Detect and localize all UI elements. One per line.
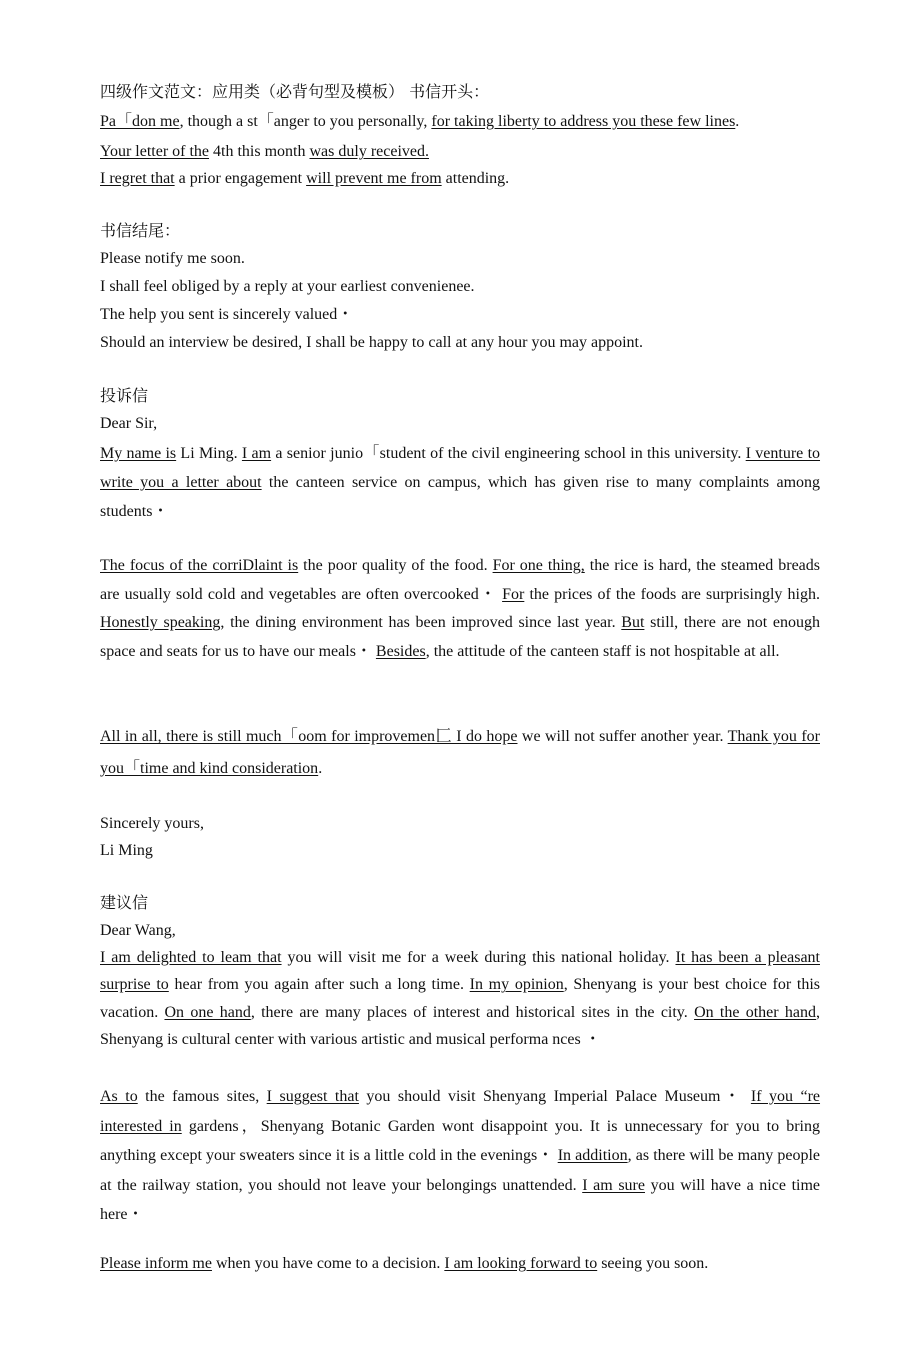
text-segment: I shall feel obliged by a reply at your earliest convenienee. <box>100 278 475 295</box>
paragraph <box>100 1250 820 1278</box>
underlined-phrase: I am sure <box>582 1176 645 1194</box>
signature: Li Ming <box>100 842 153 859</box>
text-segment: , Shenyang is your best choice for this vacation. <box>100 976 820 1021</box>
underlined-phrase: Thank you for you「time and kind consideration <box>100 728 820 777</box>
text-segment: when you have come to a decision. <box>211 1255 445 1272</box>
text-segment: the rice is hard, the steamed breads are usually sold cold and vegetables are often overcooked・ <box>100 557 820 603</box>
underlined-phrase: for taking liberty to address you these few lines <box>431 113 736 130</box>
sentence-line <box>100 301 820 329</box>
page-title: 四级作文范文：应用类（必背句型及模板） 书信开头： <box>100 82 490 101</box>
sentence-line <box>100 108 820 138</box>
text-segment: , as there will be many people at the railway station, you should not leave your belongings unattended. <box>100 1147 820 1194</box>
text-segment: . <box>735 113 740 130</box>
text-segment: the famous sites, <box>137 1088 267 1105</box>
underlined-phrase: Your letter of the <box>100 143 210 160</box>
text-segment: , the attitude of the canteen staff is not hospitable at all. <box>425 643 780 661</box>
text-segment: still, there are not enough space and seats for us to have our meals・ <box>100 614 820 661</box>
underlined-phrase: For one thing, <box>492 557 585 574</box>
underlined-phrase: In my opinion <box>469 976 564 994</box>
text-segment: , Shenyang is cultural center with various artistic and musical performa nces ・ <box>100 1003 821 1049</box>
underlined-phrase: I am delighted to leam that <box>100 949 282 966</box>
underlined-phrase: I regret that <box>100 170 175 187</box>
greeting: Dear Sir, <box>100 415 158 432</box>
text-segment: Please notify me soon. <box>100 250 245 267</box>
underlined-phrase: My name is <box>100 445 177 462</box>
text-segment: gardens，Shenyang Botanic Garden wont disappoint you. It is unnecessary for you to bring anything except your sweaters since it is a little cold in the evenings・ <box>100 1117 820 1164</box>
sentence-line <box>100 245 820 273</box>
text-segment: Should an interview be desired, I shall be happy to call at any hour you may appoint. <box>100 334 643 351</box>
text-segment: Li Ming. <box>176 445 242 462</box>
text-segment: the prices of the foods are surprisingly high. <box>524 585 820 603</box>
sentence-line <box>100 329 820 357</box>
paragraph <box>100 552 820 667</box>
underlined-phrase: The focus of the corriDlaint is <box>100 557 299 574</box>
underlined-phrase: I am <box>241 445 272 462</box>
underlined-phrase: I am looking forward to <box>444 1255 598 1272</box>
underlined-phrase: Please inform me <box>100 1255 212 1272</box>
underlined-phrase: On the other hand <box>694 1003 817 1021</box>
text-segment: attending. <box>441 170 510 187</box>
text-segment: The help you sent is sincerely valued・ <box>100 306 354 323</box>
text-segment: we will not suffer another year. <box>517 728 728 745</box>
text-segment: the canteen service on campus, which has given rise to many complaints among students・ <box>100 474 821 520</box>
paragraph <box>100 1082 820 1230</box>
section-heading: 书信结尾： <box>100 221 181 240</box>
underlined-phrase: As to <box>100 1088 138 1105</box>
opening-lines <box>100 108 820 193</box>
sentence-line <box>100 273 820 301</box>
underlined-phrase: will prevent me from <box>306 170 442 187</box>
signoff: Sincerely yours, <box>100 815 204 832</box>
sentence-line <box>100 138 820 165</box>
paragraph <box>100 944 820 1054</box>
underlined-phrase: It has been a pleasant surprise to <box>100 949 820 994</box>
text-segment: a prior engagement <box>174 170 307 187</box>
underlined-phrase: All in all, there is still much「oom for improvemen匚 I do hope <box>100 728 518 745</box>
text-segment: hear from you again after such a long time. <box>168 976 470 994</box>
text-segment: , though a st「anger to you personally, <box>179 113 432 130</box>
text-segment: , the dining environment has been improved since last year. <box>220 614 622 632</box>
underlined-phrase: On one hand <box>164 1003 251 1021</box>
text-segment: a senior junio「student of the civil engineering school in this university. <box>271 445 746 462</box>
underlined-phrase: Honestly speaking <box>100 614 221 632</box>
underlined-phrase: Pa「don me <box>100 113 180 130</box>
text-segment: the poor quality of the food. <box>298 557 493 574</box>
paragraph <box>100 439 820 526</box>
text-segment: . <box>318 760 323 777</box>
underlined-phrase: I venture to write you a letter about <box>100 445 821 491</box>
underlined-phrase: Besides <box>375 643 426 661</box>
underlined-phrase: For <box>502 585 525 603</box>
underlined-phrase: I suggest that <box>266 1088 359 1105</box>
text-segment: you will visit me for a week during this national holiday. <box>281 949 676 966</box>
sentence-line <box>100 165 820 193</box>
underlined-phrase: was duly received. <box>309 143 429 160</box>
underlined-phrase: But <box>621 614 645 632</box>
underlined-phrase: If you “re interested in <box>100 1088 821 1135</box>
text-segment: you should visit Shenyang Imperial Palace Museum・ <box>358 1088 751 1105</box>
section-heading: 建议信 <box>100 893 149 912</box>
closing-lines <box>100 245 820 357</box>
text-segment: , there are many places of interest and historical sites in the city. <box>250 1003 695 1021</box>
paragraph <box>100 721 820 785</box>
underlined-phrase: In addition <box>557 1147 628 1164</box>
greeting: Dear Wang, <box>100 922 176 939</box>
text-segment: you will have a nice time here・ <box>100 1176 821 1223</box>
section-heading: 投诉信 <box>100 386 149 405</box>
text-segment: 4th this month <box>209 143 310 160</box>
text-segment: seeing you soon. <box>597 1255 709 1272</box>
